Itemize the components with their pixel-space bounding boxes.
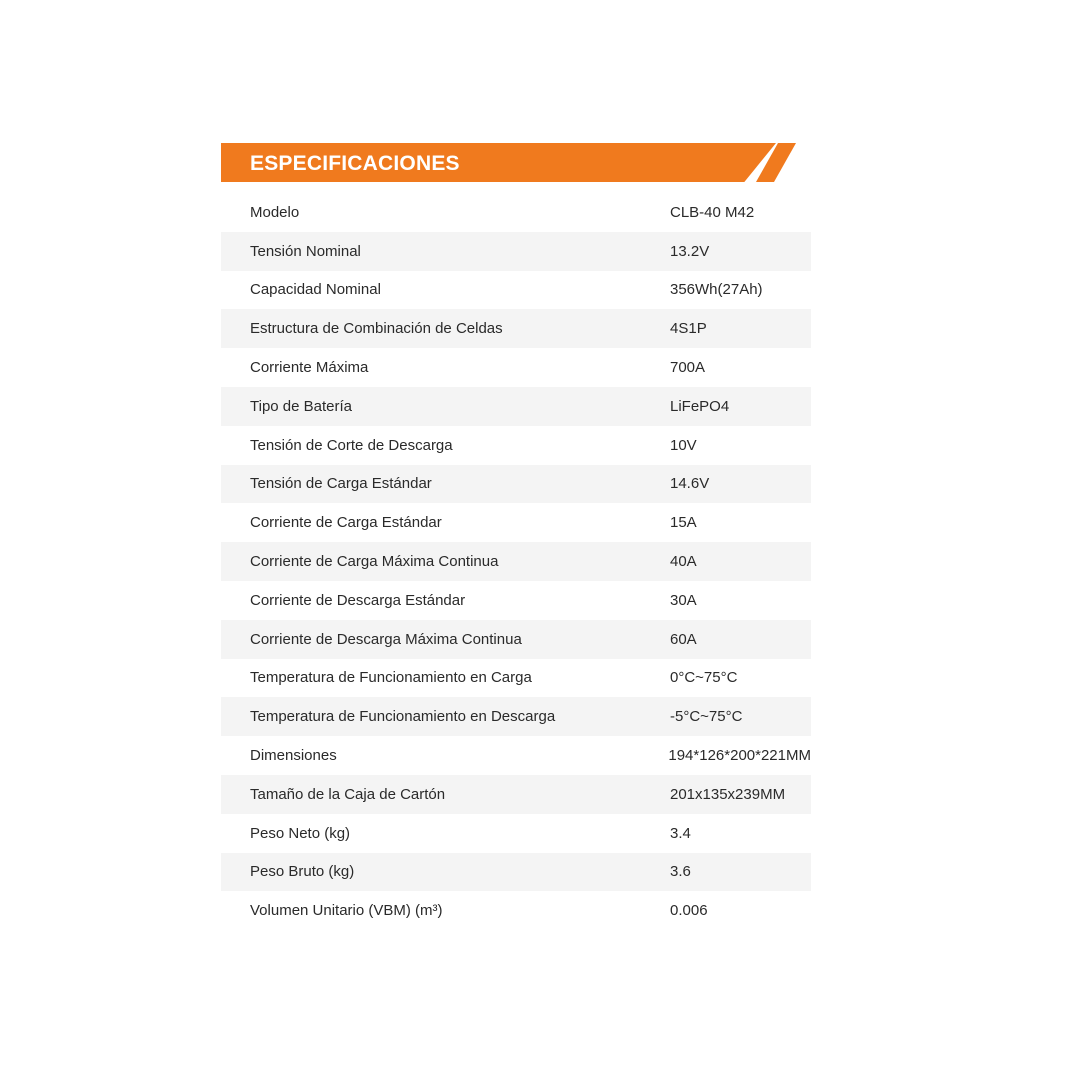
spec-value: 14.6V (670, 475, 710, 493)
spec-label: Peso Bruto (kg) (250, 863, 355, 881)
spec-table (221, 193, 811, 930)
spec-label: Tamaño de la Caja de Cartón (250, 785, 446, 803)
table-row (221, 775, 811, 814)
spec-value: 40A (670, 553, 697, 571)
spec-value: 0.006 (670, 902, 708, 920)
table-row (221, 387, 811, 426)
spec-header (221, 143, 813, 182)
spec-value: 60A (670, 630, 697, 648)
table-row (221, 232, 811, 271)
table-row (221, 891, 811, 930)
spec-value: -5°C~75°C (670, 708, 743, 726)
spec-label: Tipo de Batería (250, 397, 353, 415)
spec-label: Corriente de Descarga Máxima Continua (250, 630, 522, 648)
table-row (221, 659, 811, 698)
spec-label: Volumen Unitario (VBM) (m³) (250, 902, 443, 920)
table-row (221, 581, 811, 620)
table-row (221, 348, 811, 387)
table-row (221, 736, 811, 775)
spec-label: Temperatura de Funcionamiento en Carga (250, 669, 532, 687)
spec-value: 10V (670, 436, 697, 454)
table-row (221, 503, 811, 542)
spec-value: 194*126*200*221MM (668, 747, 811, 765)
table-row (221, 271, 811, 310)
spec-label: Dimensiones (250, 747, 337, 765)
spec-label: Corriente de Carga Máxima Continua (250, 553, 499, 571)
spec-value: 356Wh(27Ah) (670, 281, 763, 299)
table-row (221, 853, 811, 892)
spec-label: Corriente Máxima (250, 359, 369, 377)
spec-label: Peso Neto (kg) (250, 824, 351, 842)
spec-value: 13.2V (670, 242, 710, 260)
table-row (221, 309, 811, 348)
spec-sheet (221, 143, 813, 930)
table-row (221, 465, 811, 504)
table-row (221, 542, 811, 581)
spec-value: 30A (670, 591, 697, 609)
spec-label: Corriente de Carga Estándar (250, 514, 442, 532)
table-row (221, 814, 811, 853)
spec-label: Temperatura de Funcionamiento en Descarga (250, 708, 556, 726)
table-row (221, 620, 811, 659)
spec-value: 4S1P (670, 320, 707, 338)
spec-label: Corriente de Descarga Estándar (250, 591, 466, 609)
spec-label: Estructura de Combinación de Celdas (250, 320, 503, 338)
page-title: ESPECIFICACIONES (250, 152, 460, 175)
spec-value: 700A (670, 359, 706, 377)
spec-label: Tensión Nominal (250, 242, 361, 260)
table-row (221, 193, 811, 232)
spec-label: Capacidad Nominal (250, 281, 381, 299)
spec-value: CLB-40 M42 (670, 203, 755, 221)
table-row (221, 426, 811, 465)
spec-label: Tensión de Carga Estándar (250, 475, 432, 493)
spec-value: 15A (670, 514, 697, 532)
spec-value: 3.6 (670, 863, 691, 881)
spec-label: Modelo (250, 203, 300, 221)
spec-value: 201x135x239MM (670, 785, 786, 803)
spec-label: Tensión de Corte de Descarga (250, 436, 453, 454)
spec-value: 0°C~75°C (670, 669, 738, 687)
table-row (221, 697, 811, 736)
spec-value: 3.4 (670, 824, 691, 842)
spec-value: LiFePO4 (670, 397, 730, 415)
